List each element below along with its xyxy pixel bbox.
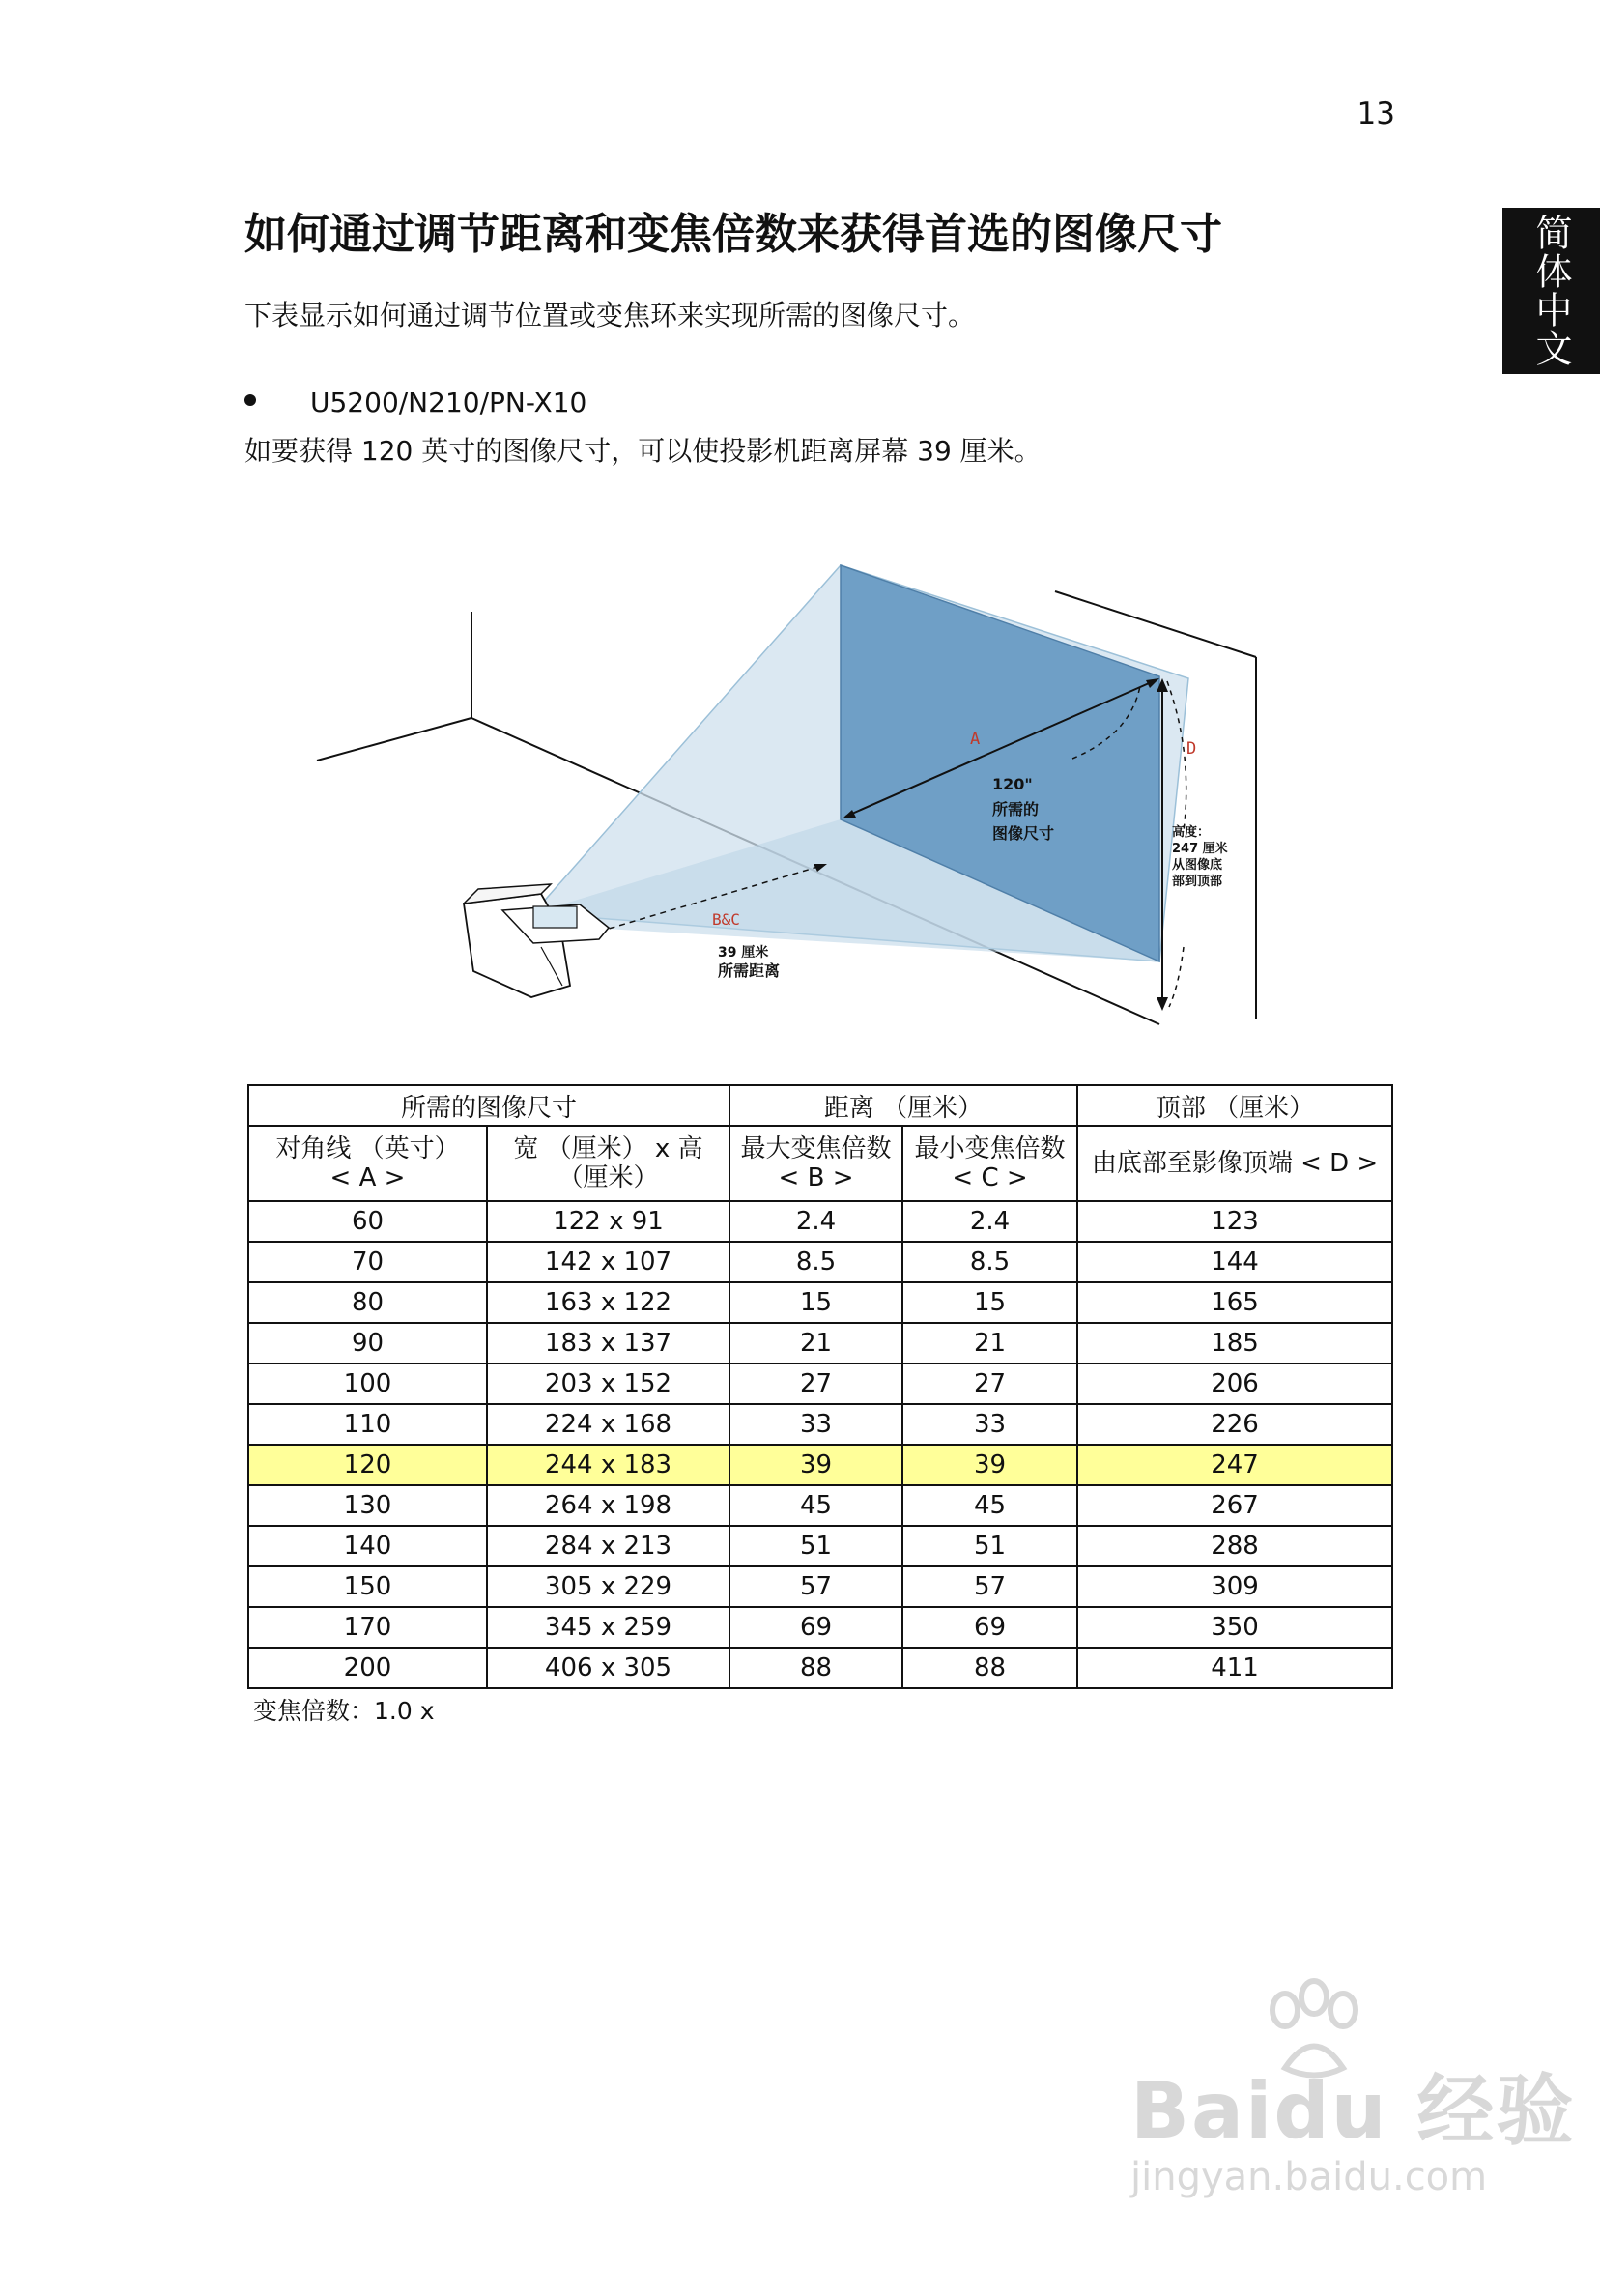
height-label-1: 高度： bbox=[1172, 825, 1211, 840]
table-cell: 69 bbox=[729, 1607, 902, 1648]
table-cell: 69 bbox=[902, 1607, 1077, 1648]
table-row bbox=[248, 1404, 1392, 1445]
model-name: U5200/N210/PN-X10 bbox=[310, 387, 587, 418]
table-cell: 267 bbox=[1077, 1485, 1392, 1526]
table-cell: 244 x 183 bbox=[487, 1445, 729, 1485]
table-row bbox=[248, 1485, 1392, 1526]
table-cell: 163 x 122 bbox=[487, 1282, 729, 1323]
table-cell: 33 bbox=[729, 1404, 902, 1445]
distance-label-1: 39 厘米 bbox=[718, 945, 769, 961]
table-cell: 70 bbox=[248, 1242, 487, 1282]
table-cell: 144 bbox=[1077, 1242, 1392, 1282]
table-cell: 39 bbox=[729, 1445, 902, 1485]
table-group-header-row bbox=[248, 1085, 1392, 1126]
size-label-1: 所需的 bbox=[992, 800, 1040, 818]
table-cell: 130 bbox=[248, 1485, 487, 1526]
distance-label-2: 所需距离 bbox=[718, 961, 781, 980]
table-cell: 224 x 168 bbox=[487, 1404, 729, 1445]
label-d: D bbox=[1186, 739, 1197, 759]
table-cell: 305 x 229 bbox=[487, 1566, 729, 1607]
table-cell: 51 bbox=[729, 1526, 902, 1566]
bullet-dot-icon bbox=[244, 394, 256, 406]
table-cell: 120 bbox=[248, 1445, 487, 1485]
col-header-bottom-to-top: 由底部至影像顶端 < D > bbox=[1077, 1126, 1392, 1201]
table-cell: 345 x 259 bbox=[487, 1607, 729, 1648]
page-heading: 如何通过调节距离和变焦倍数来获得首选的图像尺寸 bbox=[244, 210, 1222, 259]
model-bullet bbox=[244, 387, 586, 418]
table-row bbox=[248, 1526, 1392, 1566]
table-cell: 8.5 bbox=[729, 1242, 902, 1282]
projection-diagram bbox=[309, 560, 1275, 1044]
table-cell: 80 bbox=[248, 1282, 487, 1323]
table-cell: 142 x 107 bbox=[487, 1242, 729, 1282]
image-size-table bbox=[247, 1084, 1393, 1689]
table-cell: 45 bbox=[902, 1485, 1077, 1526]
table-cell: 140 bbox=[248, 1526, 487, 1566]
table-cell: 45 bbox=[729, 1485, 902, 1526]
table-cell: 264 x 198 bbox=[487, 1485, 729, 1526]
table-cell: 60 bbox=[248, 1201, 487, 1242]
table-cell: 411 bbox=[1077, 1648, 1392, 1688]
table-cell: 185 bbox=[1077, 1323, 1392, 1363]
table-cell: 27 bbox=[729, 1363, 902, 1404]
table-cell: 88 bbox=[902, 1648, 1077, 1688]
table-cell: 123 bbox=[1077, 1201, 1392, 1242]
table-cell: 57 bbox=[729, 1566, 902, 1607]
height-label-4: 部到顶部 bbox=[1172, 875, 1223, 889]
table-cell: 2.4 bbox=[902, 1201, 1077, 1242]
table-cell: 122 x 91 bbox=[487, 1201, 729, 1242]
page-number: 13 bbox=[1357, 97, 1395, 131]
table-cell: 170 bbox=[248, 1607, 487, 1648]
watermark-url: jingyan.baidu.com bbox=[1130, 2155, 1488, 2199]
table-cell: 39 bbox=[902, 1445, 1077, 1485]
col-header-min-zoom: 最小变焦倍数 < C > bbox=[902, 1126, 1077, 1201]
table-cell: 288 bbox=[1077, 1526, 1392, 1566]
table-row bbox=[248, 1607, 1392, 1648]
table-cell: 90 bbox=[248, 1323, 487, 1363]
baidu-watermark bbox=[1130, 2049, 1576, 2199]
table-row bbox=[248, 1282, 1392, 1323]
table-cell: 406 x 305 bbox=[487, 1648, 729, 1688]
table-row bbox=[248, 1648, 1392, 1688]
table-cell: 110 bbox=[248, 1404, 487, 1445]
col-header-diagonal: 对角线 （英寸） < A > bbox=[248, 1126, 487, 1201]
table-cell: 200 bbox=[248, 1648, 487, 1688]
table-cell: 33 bbox=[902, 1404, 1077, 1445]
table-column-header-row bbox=[248, 1126, 1392, 1201]
height-arrowhead-bottom bbox=[1157, 997, 1168, 1011]
label-bc: B&C bbox=[712, 910, 740, 929]
zoom-footnote: 变焦倍数：1.0 x bbox=[253, 1697, 435, 1725]
table-row bbox=[248, 1323, 1392, 1363]
table-cell: 183 x 137 bbox=[487, 1323, 729, 1363]
table-cell: 309 bbox=[1077, 1566, 1392, 1607]
table-cell: 226 bbox=[1077, 1404, 1392, 1445]
table-cell: 2.4 bbox=[729, 1201, 902, 1242]
intro-text: 下表显示如何通过调节位置或变焦环来实现所需的图像尺寸。 bbox=[244, 300, 976, 331]
size-label-2: 图像尺寸 bbox=[992, 824, 1055, 843]
height-label-2: 247 厘米 bbox=[1172, 842, 1228, 856]
label-a: A bbox=[970, 730, 981, 749]
table-row bbox=[248, 1242, 1392, 1282]
table-cell: 21 bbox=[902, 1323, 1077, 1363]
table-cell: 88 bbox=[729, 1648, 902, 1688]
table-cell: 206 bbox=[1077, 1363, 1392, 1404]
group-header-top: 顶部 （厘米） bbox=[1077, 1085, 1392, 1126]
table-cell: 150 bbox=[248, 1566, 487, 1607]
group-header-image-size: 所需的图像尺寸 bbox=[248, 1085, 729, 1126]
table-cell: 51 bbox=[902, 1526, 1077, 1566]
table-cell: 8.5 bbox=[902, 1242, 1077, 1282]
height-dashed-arc-lower bbox=[1169, 947, 1184, 1007]
language-tab bbox=[1502, 208, 1600, 374]
table-row bbox=[248, 1566, 1392, 1607]
group-header-distance: 距离 （厘米） bbox=[729, 1085, 1077, 1126]
col-header-width-height: 宽 （厘米） x 高 （厘米） bbox=[487, 1126, 729, 1201]
language-tab-label: 简体中文 bbox=[1529, 214, 1572, 368]
table-row bbox=[248, 1201, 1392, 1242]
distance-note: 如要获得 120 英寸的图像尺寸，可以使投影机距离屏幕 39 厘米。 bbox=[244, 435, 1042, 467]
table-cell: 100 bbox=[248, 1363, 487, 1404]
table-cell: 57 bbox=[902, 1566, 1077, 1607]
table-cell: 15 bbox=[729, 1282, 902, 1323]
col-header-max-zoom: 最大变焦倍数 < B > bbox=[729, 1126, 902, 1201]
table-row bbox=[248, 1363, 1392, 1404]
table-cell: 165 bbox=[1077, 1282, 1392, 1323]
table-cell: 15 bbox=[902, 1282, 1077, 1323]
table-cell: 247 bbox=[1077, 1445, 1392, 1485]
table-cell: 27 bbox=[902, 1363, 1077, 1404]
table-cell: 203 x 152 bbox=[487, 1363, 729, 1404]
size-value: 120" bbox=[992, 775, 1033, 793]
table-cell: 284 x 213 bbox=[487, 1526, 729, 1566]
floor-line-left bbox=[317, 718, 471, 761]
table-cell: 21 bbox=[729, 1323, 902, 1363]
height-label-3: 从图像底 bbox=[1172, 858, 1223, 873]
table-row bbox=[248, 1445, 1392, 1485]
table-body bbox=[248, 1201, 1392, 1688]
table-cell: 350 bbox=[1077, 1607, 1392, 1648]
watermark-brand: Baidu 经验 bbox=[1130, 2066, 1576, 2156]
